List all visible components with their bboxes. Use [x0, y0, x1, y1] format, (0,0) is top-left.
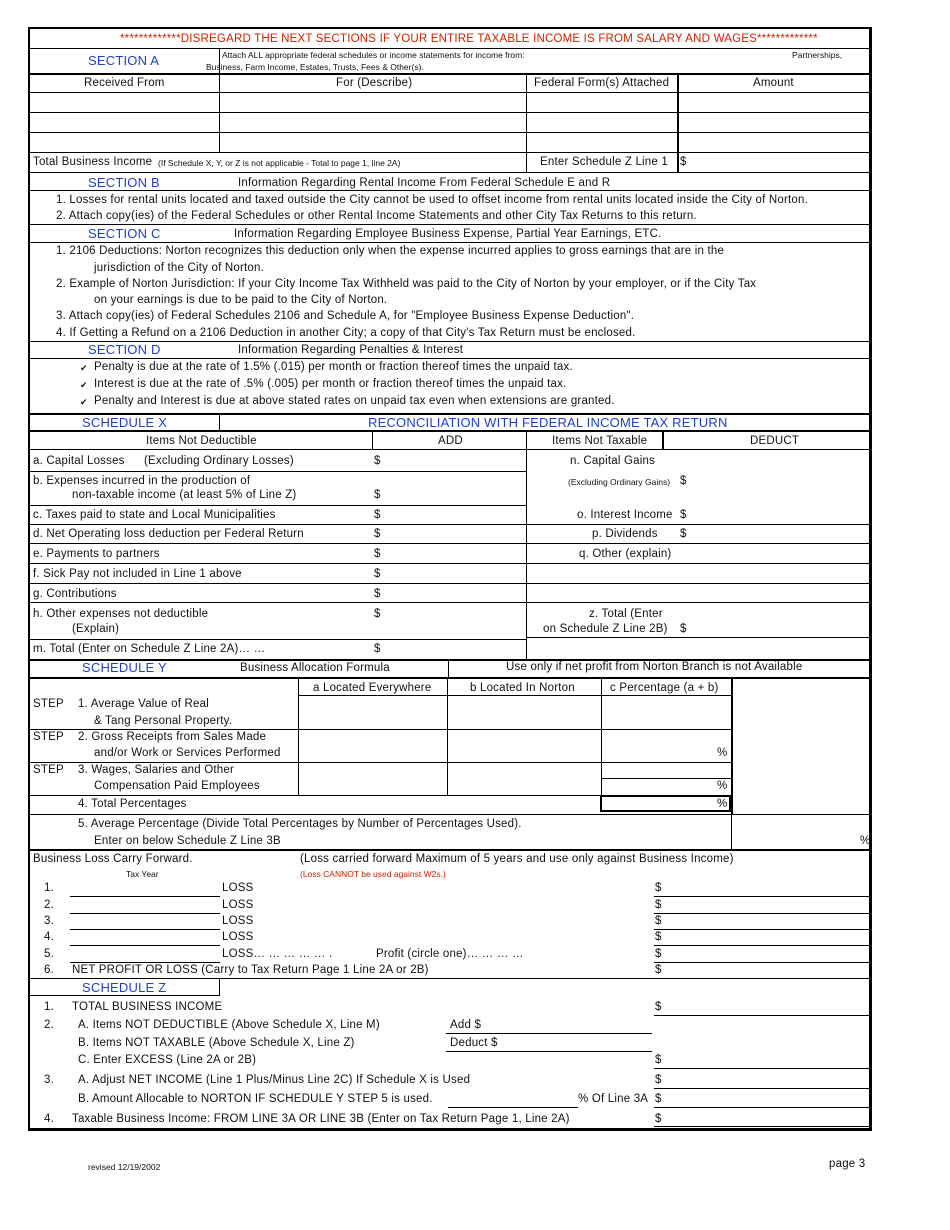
x-line-f: f. Sick Pay not included in Line 1 above: [33, 568, 242, 580]
x-line-b-2: non-taxable income (at least 5% of Line Z): [72, 489, 297, 501]
step-2-label: STEP: [33, 731, 64, 743]
step-5-line-2: Enter on below Schedule Z Line 3B: [94, 835, 281, 847]
z-line-3b-amount[interactable]: $: [655, 1093, 662, 1105]
x-line-d: d. Net Operating loss deduction per Federal Return: [33, 528, 304, 540]
z-line-2a: A. Items NOT DEDUCTIBLE (Above Schedule X, Line M): [78, 1019, 380, 1031]
x-line-m-amount[interactable]: $: [374, 643, 381, 655]
section-a-note-1: Attach ALL appropriate federal schedules or income statements for income from:: [222, 50, 525, 60]
step-4-label: 4. Total Percentages: [78, 798, 187, 810]
section-b-item-1: 1. Losses for rental units located and taxed outside the City cannot be used to offset income from rental units located inside the City of Norton.: [56, 194, 808, 206]
z-line-2c-amount[interactable]: $: [655, 1054, 662, 1066]
section-a-title: SECTION A: [88, 53, 160, 68]
carry-row-4-loss: LOSS: [222, 931, 254, 943]
carry-row-3-loss: LOSS: [222, 915, 254, 927]
page-number: page 3: [829, 1158, 866, 1170]
step-4-percent[interactable]: %: [717, 798, 728, 810]
z-line-3b-percent-label: % Of Line 3A: [578, 1093, 649, 1105]
step-1-line-2: & Tang Personal Property.: [94, 715, 233, 727]
check-icon: ✔: [80, 397, 88, 407]
section-c-line-1: 1. 2106 Deductions: Norton recognizes this deduction only when the expense incurred applies to gross earnings that are in the: [56, 245, 725, 257]
section-c-line-4: 4. If Getting a Refund on a 2106 Deduction in another City; a copy of that City's Tax Return must be enclosed.: [56, 327, 636, 339]
x-line-a: a. Capital Losses: [33, 455, 125, 467]
schedule-x-title: SCHEDULE X: [82, 415, 168, 430]
z-line-2-num: 2.: [44, 1019, 54, 1031]
step-2-line-2: and/or Work or Services Performed: [94, 747, 281, 759]
x-line-c-amount[interactable]: $: [374, 509, 381, 521]
z-line-2b: B. Items NOT TAXABLE (Above Schedule X, Line Z): [78, 1037, 355, 1049]
section-c-heading: Information Regarding Employee Business Expense, Partial Year Earnings, ETC.: [234, 228, 662, 240]
carry-row-3-num: 3.: [44, 915, 54, 927]
carry-row-4-amount[interactable]: $: [655, 931, 662, 943]
x-line-z-1: z. Total (Enter: [589, 608, 663, 620]
section-d-heading: Information Regarding Penalties & Interest: [238, 344, 464, 356]
total-dollar[interactable]: $: [680, 156, 687, 168]
x-line-b-1: b. Expenses incurred in the production of: [33, 475, 251, 487]
z-line-4: Taxable Business Income: FROM LINE 3A OR LINE 3B (Enter on Tax Return Page 1, Line 2A): [72, 1113, 570, 1125]
x-line-h-1: h. Other expenses not deductible: [33, 608, 209, 620]
z-line-2b-amount[interactable]: Deduct $: [450, 1037, 498, 1049]
z-line-4-amount[interactable]: $: [655, 1113, 662, 1125]
x-line-z-2: on Schedule Z Line 2B): [543, 623, 668, 635]
col-items-not-taxable: Items Not Taxable: [552, 435, 648, 447]
x-line-m: m. Total (Enter on Schedule Z Line 2A)… …: [33, 643, 266, 655]
step-3-percent[interactable]: %: [717, 780, 728, 792]
carry-row-2-num: 2.: [44, 899, 54, 911]
schedule-y-note: Use only if net profit from Norton Branch is not Available: [506, 661, 803, 673]
section-c-line-3: 3. Attach copy(ies) of Federal Schedules 2106 and Schedule A, for "Employee Business Expense Deduction".: [56, 310, 635, 322]
carry-row-2-amount[interactable]: $: [655, 899, 662, 911]
check-icon: ✔: [80, 380, 88, 390]
col-add: ADD: [438, 435, 463, 447]
z-line-1-amount[interactable]: $: [655, 1001, 662, 1013]
revised-date: revised 12/19/2002: [88, 1162, 161, 1172]
section-a-note-2: Business, Farm Income, Estates, Trusts, Fees & Other(s).: [206, 62, 424, 72]
schedule-y-heading: Business Allocation Formula: [240, 662, 390, 674]
x-line-c: c. Taxes paid to state and Local Municipalities: [33, 509, 276, 521]
schedule-z-title: SCHEDULE Z: [82, 980, 167, 995]
section-a-row-2[interactable]: [30, 113, 872, 132]
z-line-3a: A. Adjust NET INCOME (Line 1 Plus/Minus Line 2C) If Schedule X is Used: [78, 1074, 471, 1086]
x-line-d-amount[interactable]: $: [374, 528, 381, 540]
carry-row-5-amount[interactable]: $: [655, 948, 662, 960]
carry-row-6-num: 6.: [44, 964, 54, 976]
z-line-3-num: 3.: [44, 1074, 54, 1086]
section-d-item-2: Interest is due at the rate of .5% (.005) per month or fraction thereof times the unpaid tax.: [94, 378, 567, 390]
x-line-o: o. Interest Income: [577, 509, 673, 521]
x-line-h-2: (Explain): [72, 623, 120, 635]
x-line-n-note: (Excluding Ordinary Gains): [568, 477, 671, 487]
carry-row-4-num: 4.: [44, 931, 54, 943]
step-2-percent[interactable]: %: [717, 747, 728, 759]
col-amount: Amount: [753, 77, 794, 89]
check-icon: ✔: [80, 363, 88, 373]
section-a-note-1b: Partnerships,: [792, 50, 843, 60]
z-line-1: TOTAL BUSINESS INCOME: [72, 1001, 223, 1013]
carry-row-1-num: 1.: [44, 882, 54, 894]
section-b-item-2: 2. Attach copy(ies) of the Federal Schedules or other Rental Income Statements and other City Tax Returns to this return.: [56, 210, 697, 222]
z-line-4-num: 4.: [44, 1113, 54, 1125]
step-1-line-1: 1. Average Value of Real: [78, 698, 209, 710]
x-line-a-note: (Excluding Ordinary Losses): [144, 455, 294, 467]
step-1-label: STEP: [33, 698, 64, 710]
carry-forward-red-note: (Loss CANNOT be used against W2s.): [300, 869, 446, 879]
section-c-title: SECTION C: [88, 226, 161, 241]
x-line-b-amount[interactable]: $: [374, 489, 381, 501]
col-located-everywhere: a Located Everywhere: [313, 682, 432, 694]
x-line-f-amount[interactable]: $: [374, 568, 381, 580]
z-line-2c: C. Enter EXCESS (Line 2A or 2B): [78, 1054, 257, 1066]
step-3-label: STEP: [33, 764, 64, 776]
step-2-line-1: 2. Gross Receipts from Sales Made: [78, 731, 267, 743]
carry-row-5-loss: LOSS… … … … … .: [222, 948, 333, 960]
x-line-p-amount[interactable]: $: [680, 528, 687, 540]
carry-forward-note: (Loss carried forward Maximum of 5 years and use only against Business Income): [300, 853, 734, 865]
section-b-title: SECTION B: [88, 175, 160, 190]
col-for-describe: For (Describe): [336, 77, 413, 89]
x-line-p: p. Dividends: [592, 528, 658, 540]
x-line-h-amount[interactable]: $: [374, 608, 381, 620]
carry-row-3-amount[interactable]: $: [655, 915, 662, 927]
section-d-item-1: Penalty is due at the rate of 1.5% (.015) per month or fraction thereof times the unpaid tax.: [94, 361, 573, 373]
section-c-line-1b: jurisdiction of the City of Norton.: [94, 262, 264, 274]
schedule-y-title: SCHEDULE Y: [82, 660, 167, 675]
x-line-e: e. Payments to partners: [33, 548, 160, 560]
z-line-3b: B. Amount Allocable to NORTON IF SCHEDULE Y STEP 5 is used.: [78, 1093, 433, 1105]
x-line-q: q. Other (explain): [579, 548, 672, 560]
section-a-row-1[interactable]: [30, 93, 872, 112]
carry-row-1-loss: LOSS: [222, 882, 254, 894]
net-profit-or-loss: NET PROFIT OR LOSS (Carry to Tax Return Page 1 Line 2A or 2B): [72, 964, 429, 976]
x-line-z-amount[interactable]: $: [680, 623, 687, 635]
x-line-n: n. Capital Gains: [570, 455, 656, 467]
x-line-n-amount[interactable]: $: [680, 475, 687, 487]
x-line-o-amount[interactable]: $: [680, 509, 687, 521]
carry-row-6-amount[interactable]: $: [655, 964, 662, 976]
tax-year-label: Tax Year: [126, 869, 159, 879]
carry-row-2-loss: LOSS: [222, 899, 254, 911]
col-received-from: Received From: [84, 77, 165, 89]
x-line-g: g. Contributions: [33, 588, 117, 600]
col-items-not-deductible: Items Not Deductible: [146, 435, 257, 447]
z-line-2a-amount[interactable]: Add $: [450, 1019, 482, 1031]
schedule-x-heading: RECONCILIATION WITH FEDERAL INCOME TAX RETURN: [368, 415, 728, 430]
x-line-e-amount[interactable]: $: [374, 548, 381, 560]
x-line-g-amount[interactable]: $: [374, 588, 381, 600]
total-business-income-note: (If Schedule X, Y, or Z is not applicable - Total to page 1, line 2A): [158, 158, 401, 168]
carry-row-5-profit: Profit (circle one)… … … …: [376, 948, 524, 960]
enter-schedule-z-line-1: Enter Schedule Z Line 1: [540, 156, 668, 168]
z-line-3a-amount[interactable]: $: [655, 1074, 662, 1086]
step-5-percent[interactable]: %: [860, 835, 871, 847]
section-d-item-3: Penalty and Interest is due at above stated rates on unpaid tax even when extensions are granted.: [94, 395, 615, 407]
x-line-a-amount[interactable]: $: [374, 455, 381, 467]
section-b-heading: Information Regarding Rental Income From Federal Schedule E and R: [238, 177, 611, 189]
step-3-line-1: 3. Wages, Salaries and Other: [78, 764, 235, 776]
section-d-title: SECTION D: [88, 342, 161, 357]
carry-row-5-num: 5.: [44, 948, 54, 960]
col-percentage: c Percentage (a + b): [610, 682, 719, 694]
carry-forward-title: Business Loss Carry Forward.: [33, 853, 193, 865]
section-c-line-2b: on your earnings is due to be paid to the City of Norton.: [94, 294, 388, 306]
section-a-row-3[interactable]: [30, 133, 872, 152]
z-line-1-num: 1.: [44, 1001, 54, 1013]
carry-row-1-amount[interactable]: $: [655, 882, 662, 894]
total-business-income-label: Total Business Income: [33, 156, 153, 168]
col-deduct: DEDUCT: [750, 435, 800, 447]
section-c-line-2: 2. Example of Norton Jurisdiction: If your City Income Tax Withheld was paid to the City of Norton by your employer, or if the City Tax: [56, 278, 757, 290]
step-3-line-2: Compensation Paid Employees: [94, 780, 260, 792]
tax-form: [28, 27, 872, 1131]
step-5-line-1: 5. Average Percentage (Divide Total Percentages by Number of Percentages Used).: [78, 818, 522, 830]
col-federal-forms: Federal Form(s) Attached: [534, 77, 670, 89]
col-located-in-norton: b Located In Norton: [470, 682, 575, 694]
disregard-banner: *************DISREGARD THE NEXT SECTIONS IF YOUR ENTIRE TAXABLE INCOME IS FROM SALARY AND WAGES*************: [120, 33, 818, 45]
